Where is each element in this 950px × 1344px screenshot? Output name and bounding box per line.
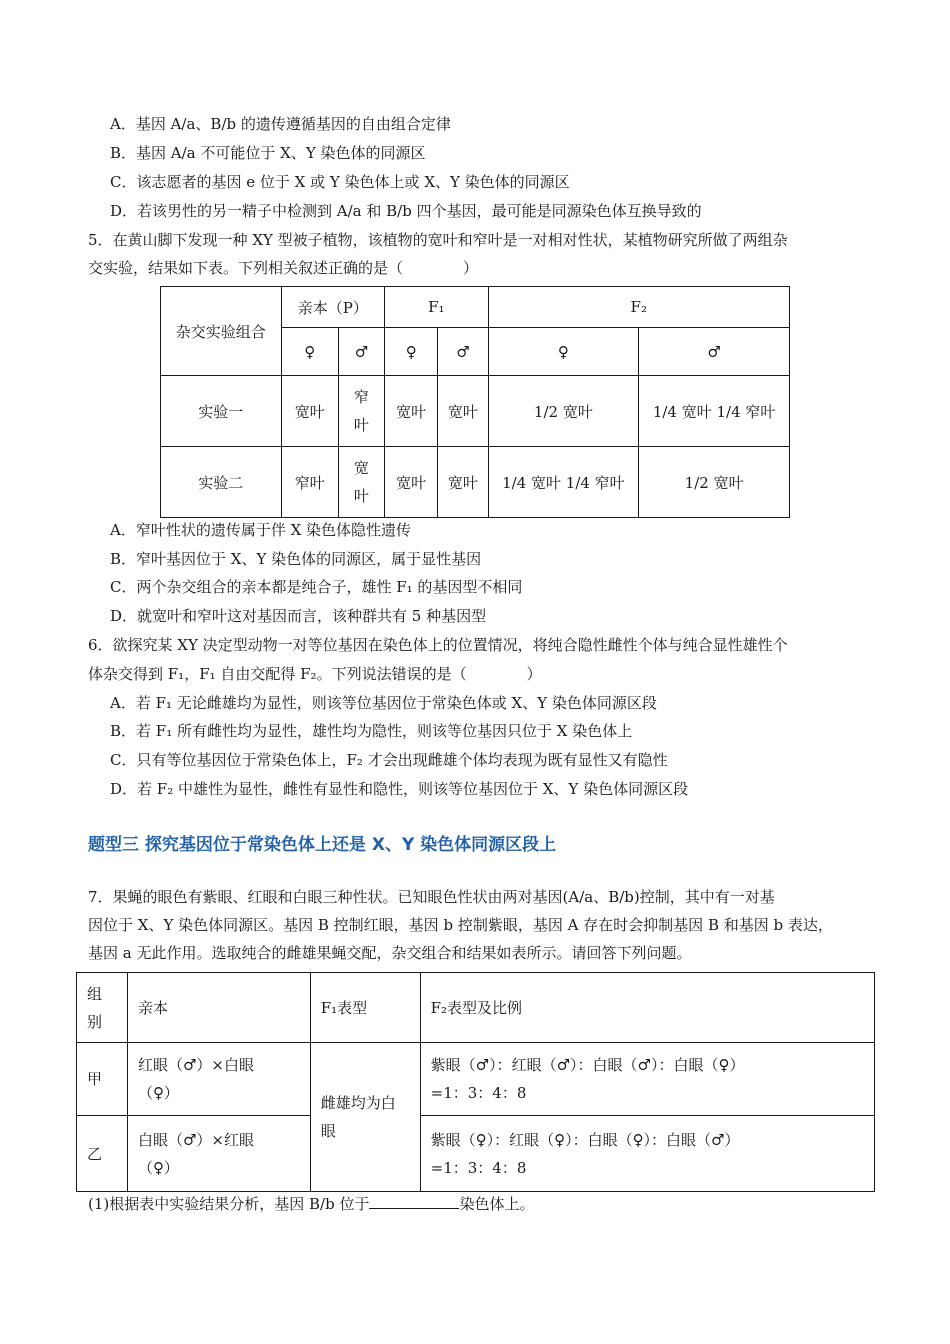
- q5-row2-name: 实验二: [161, 447, 282, 518]
- q7-row1-f2: 紫眼（♂）：红眼（♂）：白眼（♂）：白眼（♀） =1：3：4：8: [420, 1043, 874, 1116]
- table-row: [161, 376, 790, 447]
- q5-header-f1-female: ♀: [385, 328, 438, 376]
- q7-subquestion-1: [88, 1194, 534, 1214]
- q5-header-group: 杂交实验组合: [161, 287, 282, 376]
- answer-blank[interactable]: [369, 1194, 459, 1209]
- table-row: [77, 1116, 875, 1192]
- q5-header-f2-female: ♀: [488, 328, 639, 376]
- q7-header-f2: F₂表型及比例: [420, 973, 874, 1043]
- q7-stem-line1: 7．果蝇的眼色有紫眼、红眼和白眼三种性状。已知眼色性状由两对基因(A/a、B/b)控制，其中有一对基: [88, 888, 775, 906]
- q5-header-f1-male: ♂: [438, 328, 488, 376]
- q5-option-b: B．窄叶基因位于 X、Y 染色体的同源区，属于显性基因: [110, 550, 482, 568]
- q5-row1-parent-male: 窄 叶: [338, 376, 384, 447]
- q5-row2-parent-male: 宽 叶: [338, 447, 384, 518]
- q4-option-d: D．若该男性的另一精子中检测到 A/a 和 B/b 四个基因，最可能是同源染色体互换导致的: [110, 202, 702, 220]
- q7-sub1-text-end: 染色体上。: [459, 1195, 535, 1213]
- q5-row2-f2-female: 1/4 宽叶 1/4 窄叶: [488, 447, 639, 518]
- q7-sub1-text: (1)根据表中实验结果分析，基因 B/b 位于: [88, 1195, 370, 1213]
- q5-header-parent: 亲本（P）: [281, 287, 384, 328]
- q7-row1-group: 甲: [77, 1043, 128, 1116]
- q5-row2-f2-male: 1/2 宽叶: [639, 447, 790, 518]
- q5-cross-table: [160, 286, 790, 518]
- q7-row2-f2: 紫眼（♀）：红眼（♀）：白眼（♀）：白眼（♂） =1：3：4：8: [420, 1116, 874, 1192]
- q7-row2-parent: 白眼（♂）×红眼 （♀）: [127, 1116, 310, 1192]
- q5-stem-line2: 交实验，结果如下表。下列相关叙述正确的是（ ）: [88, 259, 479, 277]
- q6-stem-line1: 6．欲探究某 XY 决定型动物一对等位基因在染色体上的位置情况，将纯合隐性雌性个体与纯合显性雄性个: [88, 636, 788, 654]
- q5-header-f2-male: ♂: [639, 328, 790, 376]
- table-row: [77, 1043, 875, 1116]
- q5-row2-f1-female: 宽叶: [385, 447, 438, 518]
- q7-header-f1: F₁表型: [310, 973, 420, 1043]
- q5-row1-parent-female: 宽叶: [281, 376, 338, 447]
- q5-row2-parent-female: 窄叶: [281, 447, 338, 518]
- q5-option-d: D．就宽叶和窄叶这对基因而言，该种群共有 5 种基因型: [110, 607, 487, 625]
- q7-cross-table: [76, 972, 875, 1192]
- section-heading: 题型三 探究基因位于常染色体上还是 X、Y 染色体同源区段上: [88, 835, 557, 855]
- q5-option-c: C．两个杂交组合的亲本都是纯合子，雄性 F₁ 的基因型不相同: [110, 578, 523, 596]
- q5-option-a: A．窄叶性状的遗传属于伴 X 染色体隐性遗传: [110, 521, 412, 539]
- q5-row1-f2-female: 1/2 宽叶: [488, 376, 639, 447]
- q7-f1-phenotype: 雌雄均为白 眼: [310, 1043, 420, 1192]
- q6-option-a: A．若 F₁ 无论雌雄均为显性，则该等位基因位于常染色体或 X、Y 染色体同源区段: [110, 694, 657, 712]
- q7-header-group: 组 别: [77, 973, 128, 1043]
- q7-stem-line2: 因位于 X、Y 染色体同源区。基因 B 控制红眼，基因 b 控制紫眼，基因 A 存在时会抑制基因 B 和基因 b 表达，: [88, 916, 833, 934]
- q5-row2-f1-male: 宽叶: [438, 447, 488, 518]
- table-row: [161, 447, 790, 518]
- q5-header-parent-male: ♂: [338, 328, 384, 376]
- q7-header-parent: 亲本: [127, 973, 310, 1043]
- q4-option-b: B．基因 A/a 不可能位于 X、Y 染色体的同源区: [110, 144, 426, 162]
- q5-row1-f2-male: 1/4 宽叶 1/4 窄叶: [639, 376, 790, 447]
- q5-stem-line1: 5．在黄山脚下发现一种 XY 型被子植物，该植物的宽叶和窄叶是一对相对性状，某植物研究所做了两组杂: [88, 231, 788, 249]
- q6-option-d: D．若 F₂ 中雄性为显性，雌性有显性和隐性，则该等位基因位于 X、Y 染色体同源区段: [110, 780, 689, 798]
- q5-header-parent-female: ♀: [281, 328, 338, 376]
- q5-row1-name: 实验一: [161, 376, 282, 447]
- q5-header-f2: F₂: [488, 287, 789, 328]
- q7-stem-line3: 基因 a 无此作用。选取纯合的雌雄果蝇交配，杂交组合和结果如表所示。请回答下列问题。: [88, 944, 692, 962]
- q5-header-f1: F₁: [385, 287, 488, 328]
- q6-option-c: C．只有等位基因位于常染色体上，F₂ 才会出现雌雄个体均表现为既有显性又有隐性: [110, 751, 668, 769]
- q7-row1-parent: 红眼（♂）×白眼 （♀）: [127, 1043, 310, 1116]
- q6-stem-line2: 体杂交得到 F₁，F₁ 自由交配得 F₂。下列说法错误的是（ ）: [88, 665, 542, 683]
- q5-row1-f1-male: 宽叶: [438, 376, 488, 447]
- q7-row2-group: 乙: [77, 1116, 128, 1192]
- q4-option-a: A．基因 A/a、B/b 的遗传遵循基因的自由组合定律: [110, 115, 451, 133]
- q5-row1-f1-female: 宽叶: [385, 376, 438, 447]
- q4-option-c: C．该志愿者的基因 e 位于 X 或 Y 染色体上或 X、Y 染色体的同源区: [110, 173, 570, 191]
- q6-option-b: B．若 F₁ 所有雌性均为显性，雄性均为隐性，则该等位基因只位于 X 染色体上: [110, 722, 633, 740]
